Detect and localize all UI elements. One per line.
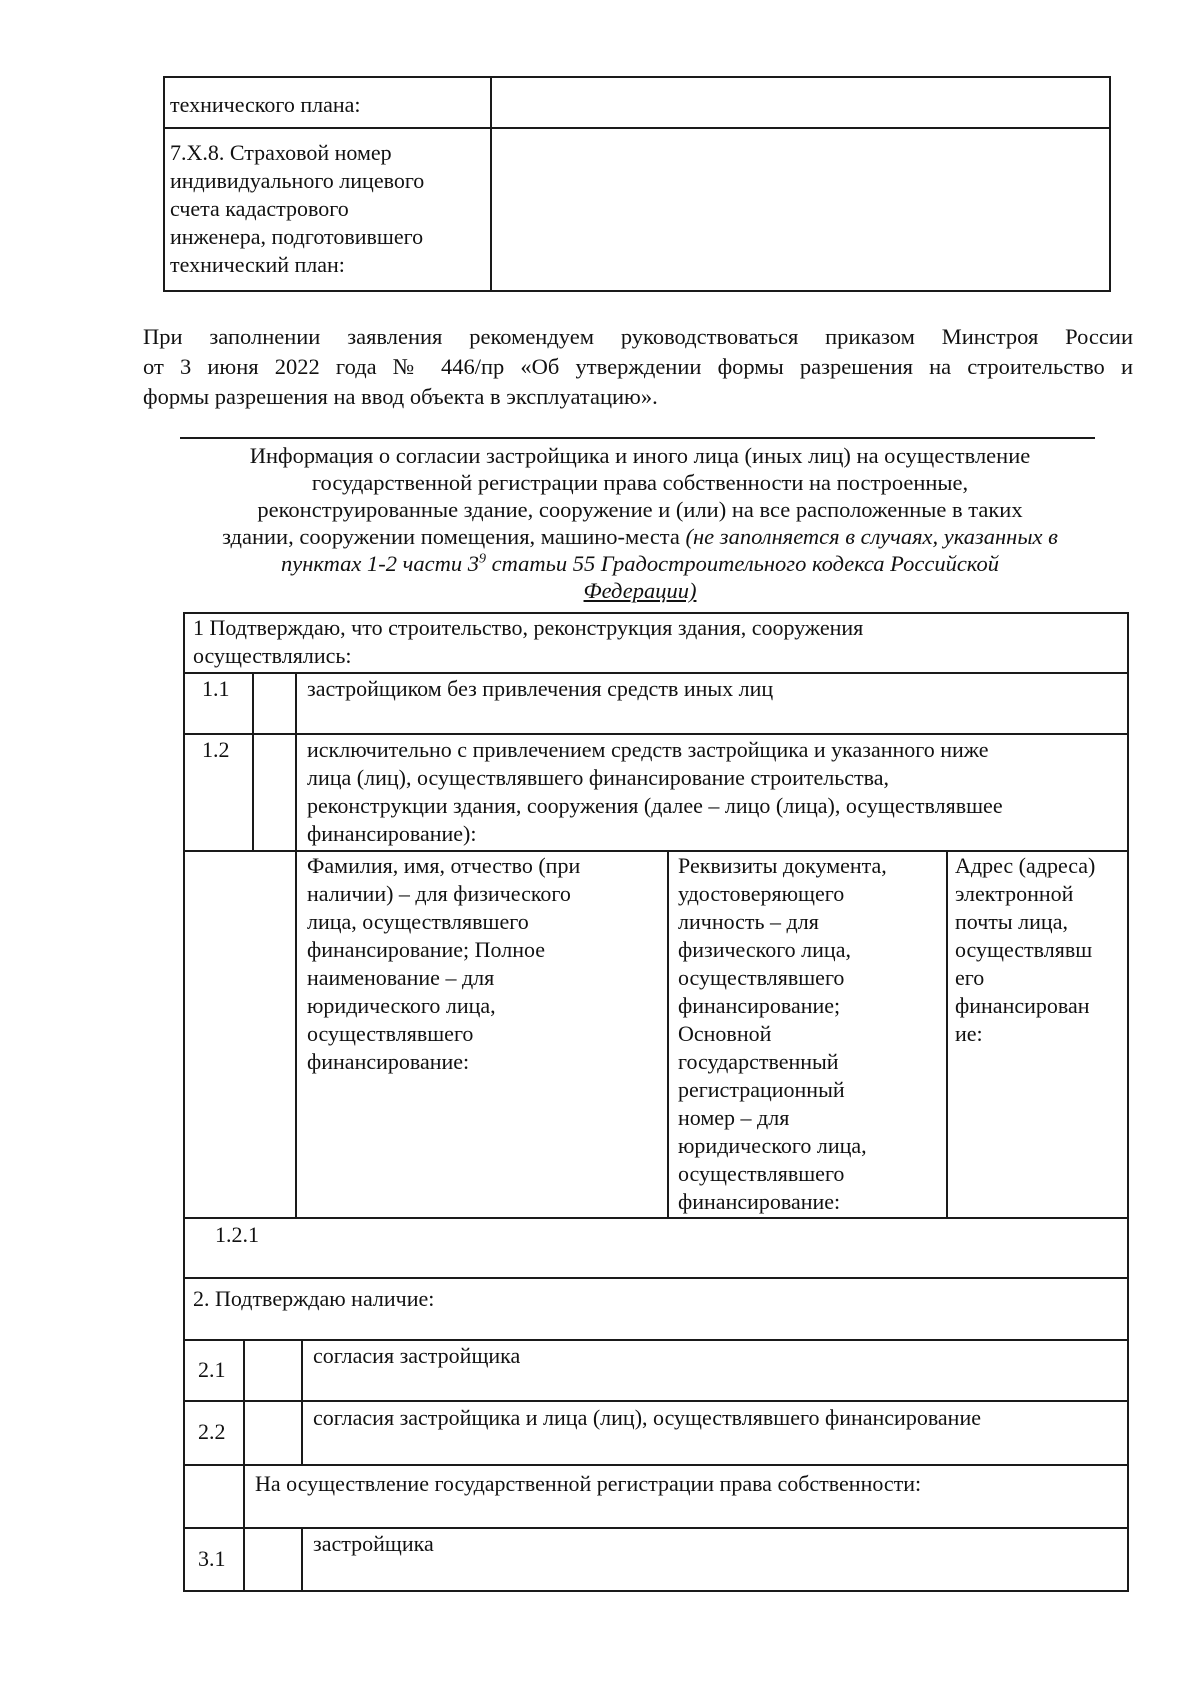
row-2-1-number: 2.1 (198, 1357, 226, 1382)
consent-heading-line: пунктах 1-2 части $3^9$ статьи 55 Градостроительного кодекса Российской (281, 551, 999, 576)
row-2-1-checkbox[interactable] (245, 1341, 301, 1400)
row-1-1-checkbox[interactable] (254, 674, 295, 733)
consent-heading-line: Федерации) (583, 578, 697, 603)
row-2-2-number: 2.2 (198, 1419, 226, 1444)
top-table-row1-label: технического плана: (170, 92, 361, 117)
col-doc-header: Реквизиты документа, удостоверяющего личность – для физического лица, осуществлявшего финансирование; Основной государственный регистрационный номер – для юридического лица, осуществлявшего финансирование: (678, 853, 887, 1214)
row-1-2-1-doc-field[interactable] (669, 1219, 946, 1277)
row-2-2-text: согласия застройщика и лица (лиц), осуществлявшего финансирование (313, 1405, 981, 1430)
recommendation-line: от 3 июня 2022 года № 446/пр «Об утверждении формы разрешения на строительство и (143, 354, 1133, 379)
section-2-title: 2. Подтверждаю наличие: (193, 1286, 435, 1311)
top-table-row2-value[interactable] (494, 131, 1106, 288)
section-1-title: 1 Подтверждаю, что строительство, реконструкция здания, сооружения осуществлялись: (193, 615, 864, 668)
row-1-2-1-number: 1.2.1 (215, 1222, 259, 1247)
row-1-1-text: застройщиком без привлечения средств иных лиц (307, 676, 774, 701)
row-3-1-number: 3.1 (198, 1546, 226, 1571)
heading-rule (180, 437, 1095, 439)
row-1-1-number: 1.1 (202, 676, 230, 701)
consent-heading-line: Информация о согласии застройщика и иного лица (иных лиц) на осуществление (249, 443, 1031, 468)
recommendation-line: формы разрешения на ввод объекта в эксплуатацию». (143, 384, 658, 409)
section-3-title: На осуществление государственной регистрации права собственности: (255, 1471, 922, 1496)
row-1-2-text: исключительно с привлечением средств застройщика и указанного ниже лица (лиц), осуществлявшего финансирование строительства, реконструкции здания, сооружения (далее – лицо (лица), осуществлявшее финансирование): (307, 737, 1003, 846)
top-table-row2-label: 7.Х.8. Страховой номер индивидуального лицевого счета кадастрового инженера, подготовившего технический план: (170, 140, 425, 277)
consent-heading (170, 442, 1110, 604)
col-name-header: Фамилия, имя, отчество (при наличии) – для физического лица, осуществлявшего финансирование; Полное наименование – для юридического лица, осуществлявшего финансирование: (307, 853, 581, 1074)
recommendation-paragraph (143, 322, 1133, 412)
row-2-2-checkbox[interactable] (245, 1402, 301, 1464)
row-2-1-text: согласия застройщика (313, 1343, 521, 1368)
recommendation-line: При заполнении заявления рекомендуем руководствоваться приказом Минстроя России (143, 324, 1133, 349)
consent-heading-line: государственной регистрации права собственности на построенные, (311, 470, 969, 495)
row-1-2-1-name-field[interactable] (297, 1219, 667, 1277)
consent-heading-line: реконструированные здание, сооружение и (или) на все расположенные в таких (257, 497, 1023, 522)
row-1-2-1-email-field[interactable] (948, 1219, 1127, 1277)
top-table-row1-value[interactable] (494, 80, 1106, 125)
row-3-1-checkbox[interactable] (245, 1529, 301, 1590)
consent-heading-line: здании, сооружении помещения, машино-места (не заполняется в случаях, указанных в (222, 524, 1058, 549)
row-1-2-number: 1.2 (202, 737, 230, 762)
col-email-header: Адрес (адреса) электронной почты лица, осуществлявш его финансирован ие: (955, 853, 1096, 1046)
row-3-1-text: застройщика (313, 1531, 434, 1556)
row-1-2-checkbox[interactable] (254, 735, 295, 850)
